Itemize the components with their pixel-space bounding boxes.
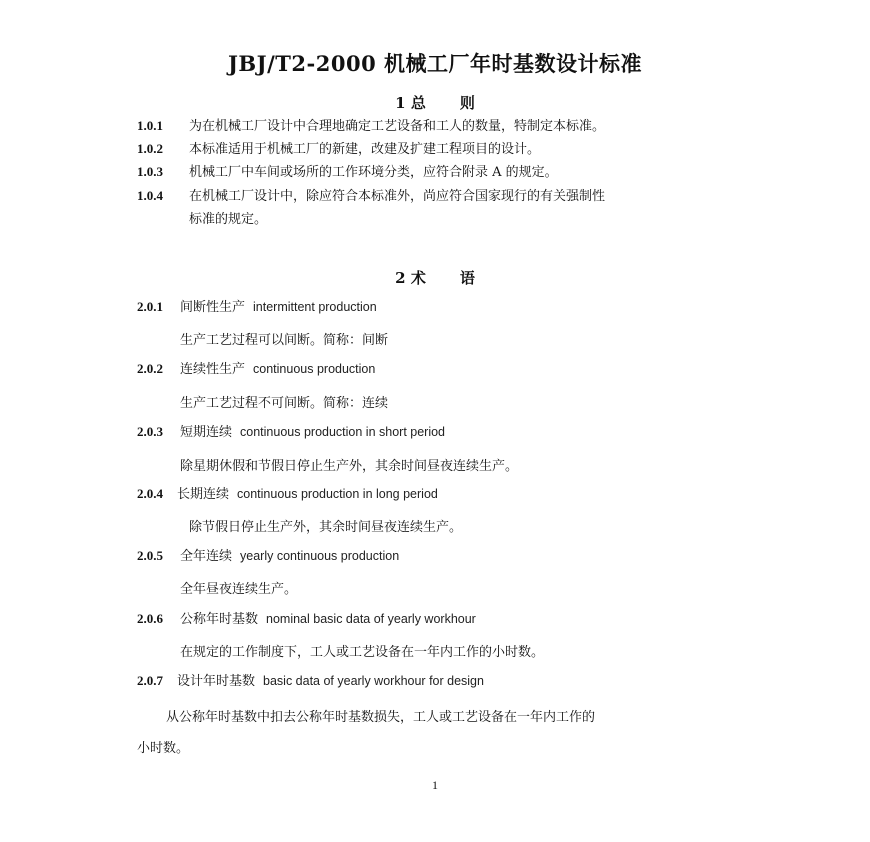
- clause-1-0-2: [137, 138, 540, 161]
- section-2-heading: [0, 267, 870, 288]
- document-title: JBJ/T2-2000 机械工厂年时基数设计标准: [227, 51, 642, 76]
- term-name: 设计年时基数: [177, 674, 256, 689]
- term-2-0-7: [137, 670, 484, 693]
- clause-text: 在机械工厂设计中，除应符合本标准外，尚应符合国家现行的有关强制性: [189, 189, 606, 204]
- clause-number: 1.0.4: [137, 188, 163, 203]
- section-1-heading-word: 则: [459, 94, 475, 112]
- clause-text: 为在机械工厂设计中合理地确定工艺设备和工人的数量，特制定本标准。: [189, 119, 606, 134]
- page-number: 1: [432, 778, 438, 792]
- clause-number: 1.0.1: [137, 118, 163, 133]
- term-english: basic data of yearly workhour for design: [263, 674, 484, 688]
- term-english: nominal basic data of yearly workhour: [266, 612, 476, 626]
- term-2-0-1: [137, 296, 377, 319]
- term-name: 公称年时基数: [180, 612, 259, 627]
- term-definition: 除星期休假和节假日停止生产外，其余时间昼夜连续生产。: [180, 459, 519, 474]
- term-number: 2.0.7: [137, 673, 163, 688]
- term-number: 2.0.3: [137, 424, 163, 439]
- clause-1-0-4-continuation: 标准的规定。: [189, 212, 268, 227]
- term-name: 短期连续: [180, 425, 233, 440]
- term-definition: 除节假日停止生产外，其余时间昼夜连续生产。: [189, 520, 463, 535]
- term-2-0-6: [137, 608, 476, 631]
- clause-1-0-1: [137, 115, 605, 138]
- term-number: 2.0.1: [137, 299, 163, 314]
- term-definition-continuation: 小时数。: [137, 741, 190, 756]
- section-1-heading-number: 1 总: [395, 94, 426, 112]
- clause-text: 机械工厂中车间或场所的工作环境分类，应符合附录 A 的规定。: [189, 165, 558, 180]
- term-name: 长期连续: [177, 487, 230, 502]
- term-definition: 生产工艺过程不可间断。简称：连续: [180, 396, 389, 411]
- term-name: 连续性生产: [180, 362, 246, 377]
- clause-1-0-4: [137, 185, 605, 208]
- term-name: 间断性生产: [180, 300, 246, 315]
- term-number: 2.0.4: [137, 486, 163, 501]
- term-english: intermittent production: [253, 300, 377, 314]
- term-number: 2.0.5: [137, 548, 163, 563]
- term-2-0-3: [137, 421, 445, 444]
- section-2-heading-word: 语: [459, 269, 475, 287]
- clause-number: 1.0.3: [137, 164, 163, 179]
- clause-1-0-3: [137, 161, 558, 184]
- clause-number: 1.0.2: [137, 141, 163, 156]
- clause-text: 本标准适用于机械工厂的新建，改建及扩建工程项目的设计。: [189, 142, 541, 157]
- term-definition: 生产工艺过程可以间断。简称：间断: [180, 333, 389, 348]
- term-2-0-5: [137, 545, 399, 568]
- term-number: 2.0.2: [137, 361, 163, 376]
- term-number: 2.0.6: [137, 611, 163, 626]
- term-english: continuous production: [253, 362, 376, 376]
- term-english: continuous production in short period: [240, 425, 446, 439]
- section-1-heading: [0, 92, 870, 113]
- term-2-0-2: [137, 358, 375, 381]
- term-english: yearly continuous production: [240, 549, 400, 563]
- term-definition: 从公称年时基数中扣去公称年时基数损失，工人或工艺设备在一年内工作的: [166, 710, 596, 725]
- term-definition: 在规定的工作制度下，工人或工艺设备在一年内工作的小时数。: [180, 645, 545, 660]
- term-definition: 全年昼夜连续生产。: [180, 582, 298, 597]
- section-2-heading-number: 2 术: [395, 269, 426, 287]
- term-english: continuous production in long period: [237, 487, 438, 501]
- term-name: 全年连续: [180, 549, 233, 564]
- term-2-0-4: [137, 483, 438, 506]
